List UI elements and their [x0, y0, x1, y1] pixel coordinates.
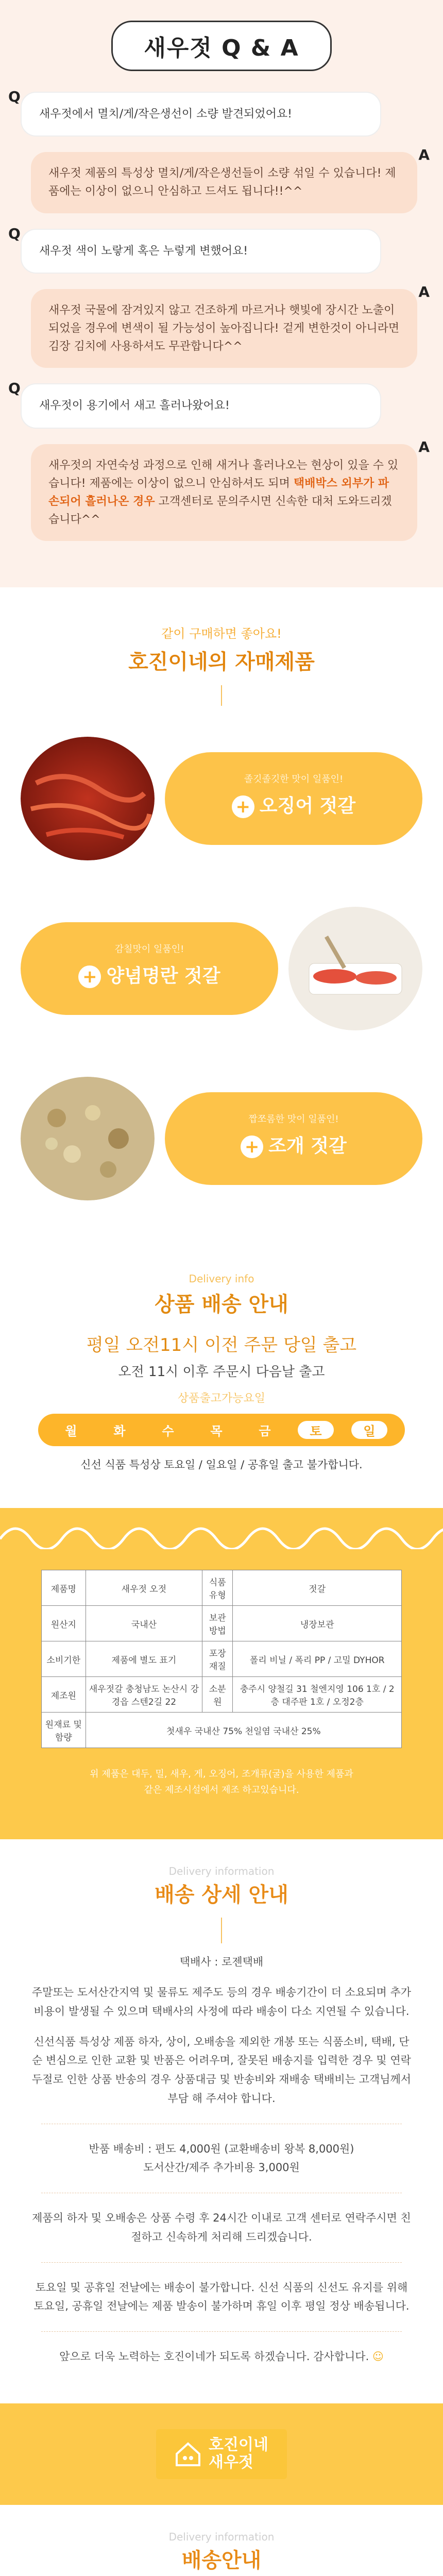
product-tag: 짭쪼롬한 맛이 일품인!	[248, 1114, 339, 1125]
weekend-note: 신선 식품 특성상 토요일 / 일요일 / 공휴일 출고 불가합니다.	[80, 1459, 363, 1471]
product-card-myeongran[interactable]	[21, 922, 278, 1015]
answer-bubble-2	[31, 283, 430, 368]
plus-icon: +	[78, 965, 101, 988]
dashed-divider	[41, 2262, 402, 2263]
shipping-title: 상품 배송 안내	[155, 1293, 288, 1317]
product-card-squid[interactable]	[165, 752, 422, 845]
table-row	[42, 1713, 402, 1748]
packing-section	[0, 2505, 443, 2576]
question-text-3: 새우젓이 용기에서 새고 흘러나왔어요!	[39, 399, 230, 413]
q-badge: Q	[8, 380, 21, 397]
answer-bubble-1	[31, 146, 430, 213]
packing-en-label: Delivery information	[168, 2530, 275, 2543]
table-row	[42, 1606, 402, 1641]
product-row-clam[interactable]	[0, 1061, 443, 1216]
table-cell: 원재료 및 함량	[42, 1713, 86, 1748]
courier-text: 택배사 : 로젠택배	[179, 1956, 264, 1969]
logo-text	[209, 2436, 268, 2472]
myeongran-jeotgal-image	[288, 907, 422, 1030]
product-card-clam[interactable]	[165, 1092, 422, 1185]
question-bubble-1	[8, 88, 381, 137]
table-cell: 소분원	[202, 1677, 233, 1713]
day-sun: 일	[351, 1421, 387, 1439]
packing-title-line1: 배송안내	[181, 2548, 262, 2572]
a-badge: A	[418, 438, 430, 455]
allergen-note	[0, 1767, 443, 1798]
allergen-note-line2: 같은 제조시설에서 제조 하고있습니다.	[144, 1784, 299, 1795]
detail-paragraph-1: 주말또는 도서산간지역 및 물류도 제주도 등의 경우 배송기간이 더 소요되며 추가 비용이 발생될 수 있으며 택배사의 사정에 따라 배송이 다소 지연될 수 있습니다.	[31, 1986, 412, 2018]
plus-icon: +	[241, 1136, 263, 1158]
plus-icon: +	[232, 795, 254, 818]
table-cell: 충주시 양철길 31 철엔지영 106 1호 / 2층 대주판 1호 / 오정2층	[233, 1677, 402, 1713]
day-tue: 화	[113, 1424, 126, 1439]
answer-text-3-highlight: 택배박스 외부가 파손되어 흘러나온 경우	[48, 477, 389, 508]
product-spec-table	[41, 1570, 402, 1748]
product-name: 양념명란 젓갈	[106, 965, 220, 987]
product-name: 오징어 젓갈	[259, 795, 356, 817]
detail-en-label: Delivery information	[168, 1865, 275, 1878]
answer-text-1: 새우젓 제품의 특성상 멸치/게/작은생선들이 소량 섞일 수 있습니다! 제품에는 이상이 없으니 안심하고 드셔도 됩니다!!^^	[48, 167, 396, 198]
wave-pattern	[0, 1518, 443, 1549]
q-badge: Q	[8, 225, 21, 242]
qa-title-wrap	[0, 21, 443, 71]
table-cell: 국내산	[86, 1606, 202, 1641]
brand-logo	[156, 2429, 287, 2479]
ship-days-label: 상품출고가능요일	[177, 1392, 266, 1405]
a-badge: A	[418, 283, 430, 300]
dashed-divider	[41, 2331, 402, 2332]
question-bubble-2	[8, 225, 381, 274]
product-row-myeongran[interactable]	[0, 891, 443, 1046]
day-fri: 금	[259, 1424, 271, 1439]
day-thu: 목	[210, 1424, 223, 1439]
ship-days-bar	[38, 1414, 405, 1446]
table-cell: 새우젓 오젓	[86, 1570, 202, 1606]
table-cell: 제품에 별도 표기	[86, 1641, 202, 1677]
table-cell: 젓갈	[233, 1570, 402, 1606]
product-tag: 감칠맛이 일품인!	[114, 944, 184, 955]
table-cell: 원산지	[42, 1606, 86, 1641]
answer-text-3a: 새우젓의 자연숙성 과정으로 인해 새거나 흘러나오는 현상이 있을 수 있습니다! 제품에는 이상이 없으니 안심하셔도 되며	[48, 459, 399, 490]
answer-text-3b: 고객센터로 문의주시면 신속한 대처 도와드리겠습니다^^	[48, 495, 392, 527]
table-cell: 식품유형	[202, 1570, 233, 1606]
table-cell: 제조원	[42, 1677, 86, 1713]
logo-line1: 호진이네	[209, 2435, 268, 2454]
next-day-note: 오전 11시 이후 주문시 다음날 출고	[118, 1364, 325, 1380]
packing-title	[0, 2547, 443, 2576]
answer-text-2: 새우젓 국물에 잠겨있지 않고 건조하게 마르거나 햇빛에 장시간 노출이 되었을 경우에 변색이 될 가능성이 높아집니다! 겉게 변한것이 아니라면 김장 김치에 사용하셔도 무관합니다^^	[48, 303, 400, 353]
table-cell: 제품명	[42, 1570, 86, 1606]
detail-paragraph-5: 토요일 및 공휴일 전날에는 배송이 불가합니다. 신선 식품의 신선도 유지를 위해 토요일, 공휴일 전날에는 제품 발송이 불가하며 휴일 이후 평일 정상 배송됩니다.	[33, 2281, 410, 2313]
qa-title: 새우젓 Q & A	[111, 21, 331, 71]
packing-title-line2	[0, 2574, 443, 2576]
day-mon: 월	[65, 1424, 77, 1439]
answer-bubble-3	[31, 438, 430, 541]
table-cell: 포장재질	[202, 1641, 233, 1677]
shipping-info-section	[0, 1252, 443, 1487]
house-logo-icon	[175, 2441, 201, 2467]
question-text-1: 새우젓에서 멸치/게/작은생선이 소량 발견되었어요!	[39, 108, 292, 121]
question-bubble-3	[8, 380, 381, 428]
products-subtitle: 같이 구매하면 좋아요!	[161, 626, 282, 641]
table-cell: 첫새우 국내산 75% 천일염 국내산 25%	[86, 1713, 401, 1748]
delivery-detail-section	[0, 1839, 443, 2403]
detail-title: 배송 상세 안내	[155, 1883, 288, 1907]
table-cell: 새우젓갈 충청남도 논산시 강경읍 스텐2길 22	[86, 1677, 202, 1713]
product-row-squid[interactable]	[0, 721, 443, 876]
day-sat: 토	[298, 1421, 334, 1439]
squid-jeotgal-image	[21, 737, 155, 860]
logo-line2: 새우젓	[209, 2453, 253, 2472]
clam-jeotgal-image	[21, 1077, 155, 1200]
smile-icon: ☺	[372, 2350, 384, 2363]
table-cell: 보관방법	[202, 1606, 233, 1641]
detail-paragraph-4: 제품의 하자 및 오배송은 상품 수령 후 24시간 이내로 고객 센터로 연락주시면 친절하고 신속하게 처리해 드리겠습니다.	[32, 2212, 411, 2243]
product-name: 조개 젓갈	[268, 1136, 347, 1157]
divider-line	[221, 1918, 222, 1943]
detail-paragraph-6	[31, 2347, 412, 2366]
a-badge: A	[418, 146, 430, 164]
sister-products-section	[0, 587, 443, 1252]
detail-paragraph-2: 신선식품 특성상 제품 하자, 상이, 오배송을 제외한 개봉 또는 식품소비, 택배, 단순 변심으로 인한 교환 및 반품은 어려우며, 잘못된 배송지를 입력한 경우 및 연락 두절로 인한 상품 반송의 경우 상품대금 및 반송비와 재배송 택배비는 고객님께서 부담 해 주셔야 합니다.	[31, 2035, 412, 2105]
qa-section	[0, 0, 443, 587]
table-row	[42, 1677, 402, 1713]
thanks-text: 앞으로 더욱 노력하는 호진이네가 되도록 하겠습니다. 감사합니다.	[59, 2350, 369, 2363]
table-row	[42, 1641, 402, 1677]
table-cell: 냉장보관	[233, 1606, 402, 1641]
divider-line	[221, 685, 222, 706]
question-text-2: 새우젓 색이 노랗게 혹은 누렇게 변했어요!	[39, 244, 248, 258]
shipping-en-label: Delivery info	[189, 1273, 254, 1285]
return-fee-line2: 도서산간/제주 추가비용 3,000원	[143, 2161, 300, 2174]
day-wed: 수	[162, 1424, 174, 1439]
table-row	[42, 1570, 402, 1606]
allergen-note-line1: 위 제품은 대두, 밀, 새우, 게, 오징어, 조개류(굴)을 사용한 제품과	[90, 1769, 353, 1780]
product-info-band	[0, 1508, 443, 1839]
same-day-note: 평일 오전11시 이전 주문 당일 출고	[86, 1335, 357, 1356]
q-badge: Q	[8, 88, 21, 105]
products-title: 호진이네의 자매제품	[128, 650, 315, 674]
return-fee-line1: 반품 배송비 : 편도 4,000원 (교환배송비 왕복 8,000원)	[89, 2142, 354, 2155]
table-cell: 폴리 비닐 / 폭리 PP / 고밀 DYHOR	[233, 1641, 402, 1677]
logo-band-1	[0, 2403, 443, 2505]
table-cell: 소비기한	[42, 1641, 86, 1677]
return-fee-text	[31, 2140, 412, 2178]
product-tag: 졸깃졸깃한 맛이 일품인!	[244, 774, 344, 785]
